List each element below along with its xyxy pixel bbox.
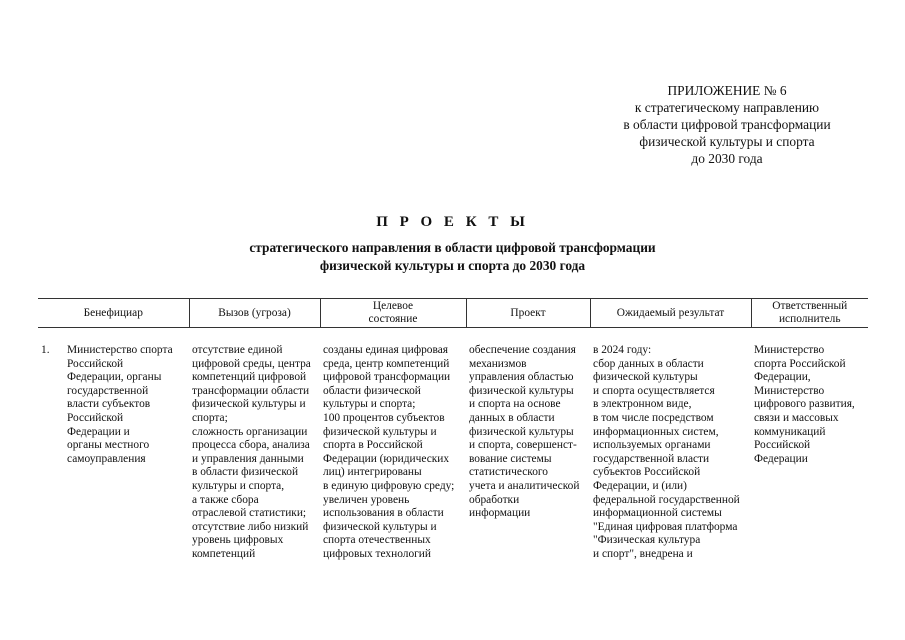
text-line: органы местного	[67, 439, 150, 452]
text-line: а также сбора	[192, 493, 259, 506]
text-line: физической культуры	[469, 425, 574, 438]
text-line: федеральной государственной	[593, 493, 740, 506]
target-state-text	[323, 344, 463, 562]
text-line: Федерации, и (или)	[593, 479, 687, 492]
text-line: увеличен уровень	[323, 493, 410, 506]
text-line: Российской	[67, 357, 124, 370]
text-line: Российской	[754, 439, 811, 452]
text-line: отсутствие либо низкий	[192, 520, 309, 533]
header-responsible: Ответственный исполнитель	[751, 299, 868, 328]
text-line: Министерство	[754, 344, 825, 356]
text-line: отраслевой статистики;	[192, 507, 307, 520]
appendix-line: до 2030 года	[691, 151, 763, 166]
text-line: физической культуры и	[323, 425, 437, 438]
text-line: использования в области	[323, 507, 444, 520]
text-line: спорта отечественных	[323, 534, 431, 547]
cell-target-state	[320, 328, 466, 562]
text-line: трансформации области	[192, 384, 310, 397]
appendix-line: к стратегическому направлению	[634, 100, 820, 115]
project-text	[469, 344, 587, 521]
text-line: в области физической	[192, 466, 299, 479]
text-line: субъектов Российской	[593, 466, 701, 479]
text-line: Федерации,	[754, 371, 811, 384]
text-line: сбор данных в области	[593, 357, 704, 370]
text-line: данных в области	[469, 411, 555, 424]
text-line: информации	[469, 507, 531, 520]
text-line: информационных систем,	[593, 425, 719, 438]
text-line: культуры и спорта;	[323, 398, 416, 411]
text-line: физической культуры	[593, 371, 698, 384]
cell-challenge	[189, 328, 320, 562]
table-header-row	[38, 299, 868, 328]
text-line: власти субъектов	[67, 398, 151, 411]
appendix-line: в области цифровой трансформации	[623, 117, 831, 132]
cell-expected-result	[590, 328, 751, 562]
text-line: цифровой трансформации	[323, 371, 451, 384]
row-number: 1.	[41, 344, 50, 356]
text-line: механизмов	[469, 357, 527, 370]
text-line: спорта;	[192, 411, 228, 424]
text-line: созданы единая цифровая	[323, 344, 449, 356]
text-line: Федерации и	[67, 425, 130, 438]
text-line: и спорта на основе	[469, 398, 561, 411]
document-subtitle	[0, 239, 905, 275]
cell-responsible	[751, 328, 868, 562]
text-line: в том числе посредством	[593, 411, 714, 424]
text-line: информационной системы	[593, 507, 722, 520]
text-line: и спорта осуществляется	[593, 384, 715, 397]
text-line: уровень цифровых	[192, 534, 284, 547]
text-line: цифрового развития,	[754, 398, 855, 411]
text-line: Федерации (юридических	[323, 452, 450, 465]
text-line: и управления данными	[192, 452, 304, 465]
text-line: Российской	[67, 411, 124, 424]
text-line: учета и аналитической	[469, 479, 580, 492]
text-line: управления областью	[469, 371, 574, 384]
header-expected-result: Ожидаемый результат	[590, 299, 751, 328]
text-line: спорта Российской	[754, 357, 846, 370]
text-line: коммуникаций	[754, 425, 826, 438]
text-line: Федерации	[754, 452, 808, 465]
header-target-state: Целевое состояние	[320, 299, 466, 328]
text-line: физической культуры	[469, 384, 574, 397]
text-line: Федерации, органы	[67, 371, 162, 384]
text-line: обеспечение создания	[469, 344, 576, 356]
projects-table	[38, 298, 868, 562]
text-line: связи и массовых	[754, 411, 839, 424]
text-line: среда, центр компетенций	[323, 357, 450, 370]
text-line: вование системы	[469, 452, 552, 465]
cell-beneficiary	[38, 328, 189, 562]
text-line: спорта в Российской	[323, 439, 423, 452]
text-line: в электронном виде,	[593, 398, 692, 411]
text-line: государственной	[67, 384, 149, 397]
text-line: статистического	[469, 466, 548, 479]
appendix-heading	[597, 82, 857, 167]
text-line: культуры и спорта,	[192, 479, 285, 492]
text-line: Министерство спорта	[67, 344, 173, 356]
text-line: компетенций	[192, 547, 256, 560]
header-beneficiary: Бенефициар	[38, 299, 189, 328]
text-line: области физической	[323, 384, 421, 397]
beneficiary-text	[67, 344, 173, 466]
appendix-line: физической культуры и спорта	[639, 134, 815, 149]
text-line: в единую цифровую среду;	[323, 479, 455, 492]
document-title: П Р О Е К Т Ы	[376, 214, 529, 230]
text-line: государственной власти	[593, 452, 710, 465]
text-line: и спорт", внедрена и	[593, 547, 693, 560]
text-line: процесса сбора, анализа	[192, 439, 310, 452]
challenge-text	[192, 344, 317, 562]
text-line: физической культуры и	[192, 398, 306, 411]
text-line: 100 процентов субъектов	[323, 411, 445, 424]
text-line: "Единая цифровая платформа	[593, 520, 738, 533]
text-line: цифровой среды, центра	[192, 357, 311, 370]
cell-project	[466, 328, 590, 562]
responsible-text	[754, 344, 865, 466]
header-challenge: Вызов (угроза)	[189, 299, 320, 328]
text-line: сложность организации	[192, 425, 308, 438]
subtitle-line: стратегического направления в области цифровой трансформации	[249, 240, 656, 255]
text-line: обработки	[469, 493, 520, 506]
header-project: Проект	[466, 299, 590, 328]
table-row	[38, 328, 868, 562]
appendix-line: ПРИЛОЖЕНИЕ № 6	[667, 83, 787, 98]
expected-result-text	[593, 344, 748, 562]
text-line: Министерство	[754, 384, 825, 397]
text-line: и спорта, совершенст-	[469, 439, 577, 452]
text-line: используемых органами	[593, 439, 711, 452]
text-line: цифровых технологий	[323, 547, 431, 560]
text-line: "Физическая культура	[593, 534, 701, 547]
text-line: отсутствие единой	[192, 344, 283, 356]
text-line: самоуправления	[67, 452, 146, 465]
text-line: компетенций цифровой	[192, 371, 307, 384]
text-line: физической культуры и	[323, 520, 437, 533]
text-line: лиц) интегрированы	[323, 466, 422, 479]
subtitle-line: физической культуры и спорта до 2030 года	[319, 258, 586, 273]
text-line: в 2024 году:	[593, 344, 652, 356]
